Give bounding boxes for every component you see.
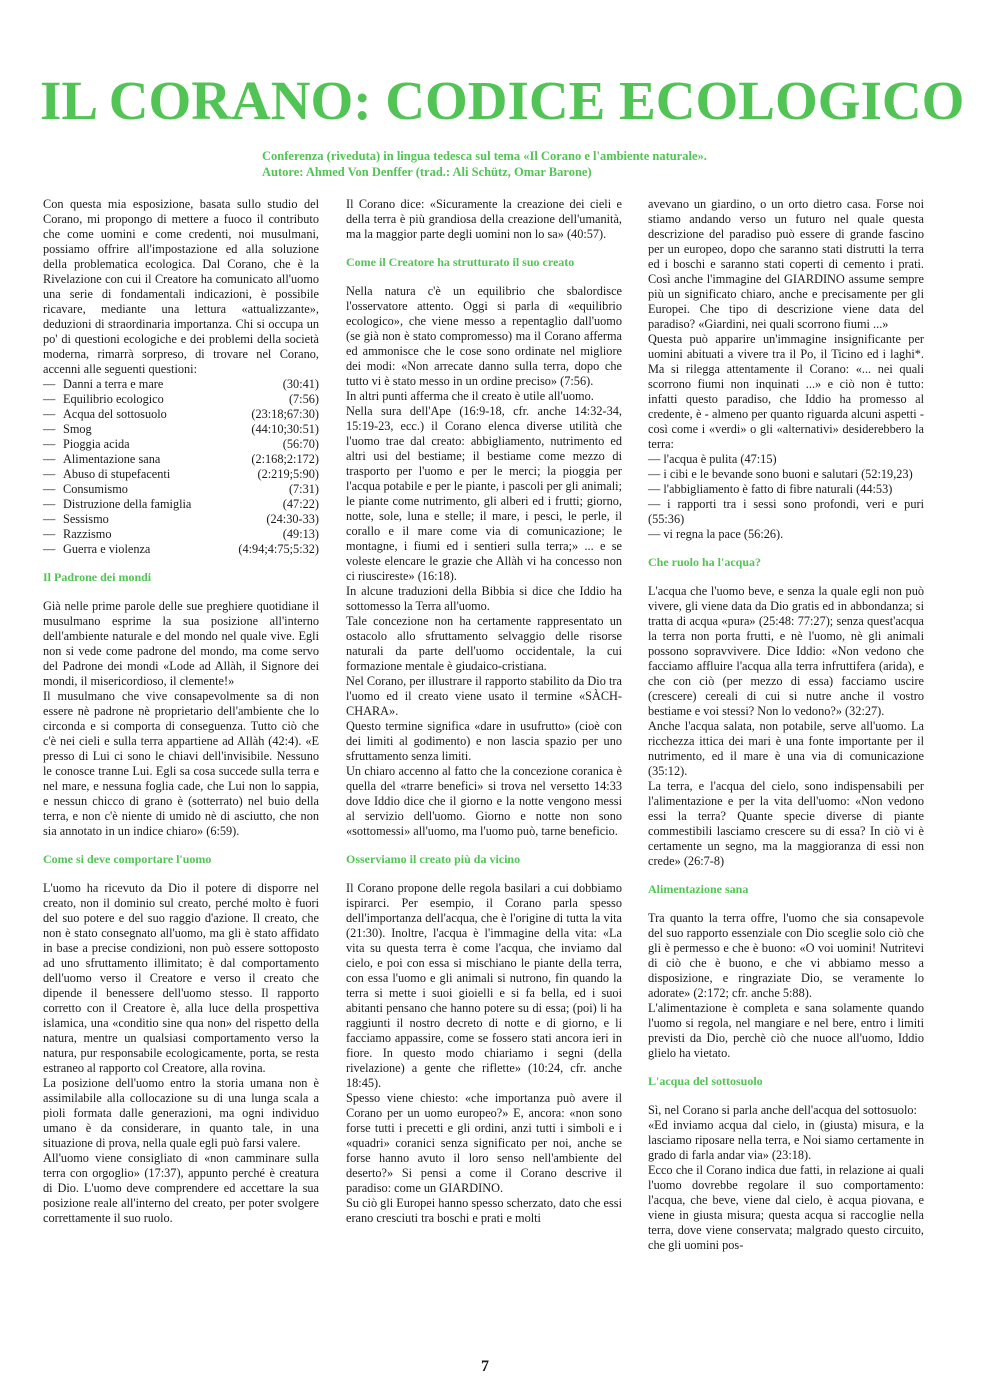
article-title: IL CORANO: CODICE ECOLOGICO xyxy=(40,70,965,131)
body-paragraph: L'acqua che l'uomo beve, e senza la quale egli non può vivere, gli viene data da Dio gratis ed in abbondanza; si tratta di acqua «pura» (25:48: 77:27); senza quest'acqua la terra non porta frutti, e nè l'uomo, nè gli animali possono sopravvivere. Dice Iddio: «Non vedono che facciamo affluire l'acqua alla terra infruttifera (arida), e che con ciò (per mezzo di essa) facciamo uscire (crescere) cereali di cui si nutre anche il vostro bestiame e voi stessi? Non lo vedono?» (32:27). xyxy=(648,584,924,718)
body-paragraph: Il Corano propone delle regola basilari a cui dobbiamo ispirarci. Per esempio, il Corano parla spesso dell'importanza dell'acqua, che è l'origine di tutta la vita (21:30). Inoltre, l'acqua è l'immagine della vita: «La vita su questa terra è come l'acqua, che inviamo dal cielo, e poi con essa si mischiano le piante della terra, con essa l'uomo e gli animali si nutrono, fin quando la terra si mette i suoi gioielli e si fa bella, ed i suoi abitanti pensano che hanno potere su di essa; (poi) li ha raggiunti il nostro decreto di notte e di giorno, e li facciamo appassire, come se fossero stati ancora ieri in fiore. In questo modo chiariamo i segni (della rivelazione) a gente che riflette» (10:24, cfr. anche 18:45). xyxy=(346,881,622,1090)
section-heading: Che ruolo ha l'acqua? xyxy=(648,555,762,569)
body-paragraph: L'alimentazione è completa e sana solamente quando l'uomo si regola, nel mangiare e nel bere, entro i limiti previsti da Dio, perchè ciò che nuoce all'uomo, Iddio glielo ha vietato. xyxy=(648,1001,924,1060)
column-2 xyxy=(346,197,622,1226)
body-paragraph: «Ed inviamo acqua dal cielo, in (giusta) misura, e la lasciamo riposare nella terra, e Noi siamo certamente in grado di farla andar via» (23:18). xyxy=(648,1118,924,1162)
body-paragraph: La posizione dell'uomo entro la storia umana non è assimilabile alla collocazione su di una lunga scala a pioli formata dalle generazioni, ma ogni individuo umano è da considerare, in quanto tale, in una situazione di prova, nella quale egli può farsi valere. xyxy=(43,1076,319,1150)
article-subtitle: Conferenza (riveduta) in lingua tedesca sul tema «Il Corano e l'ambiente naturale». Autore: Ahmed Von Denffer (trad.: Ali Schütz, Omar Barone) xyxy=(262,149,707,179)
list-item: — Smog (44:10;30:51) xyxy=(43,422,319,436)
section-heading: Come il Creatore ha strutturato il suo creato xyxy=(346,255,575,269)
body-paragraph: Il Corano dice: «Sicuramente la creazione dei cieli e della terra è più grandiosa della creazione dell'umanità, ma la maggior parte degli uomini non lo sa» (40:57). xyxy=(346,197,622,241)
list-item: — Sessismo (24:30-33) xyxy=(43,512,319,526)
body-paragraph: Già nelle prime parole delle sue preghiere quotidiane il musulmano esprime la sua posizione all'interno dell'ambiente naturale e del mondo nel quale vive. Egli non si vede come padrone del mondo, ma come servo del Padrone dei mondi «Lode ad Allàh, il Signore dei mondi, il misericordioso, il clemente!» xyxy=(43,599,319,688)
body-paragraph: Questa può apparire un'immagine insignificante per uomini abituati a vivere tra il Po, il Ticino ed i laghi*. Ma si rilegga attentamente il Corano: «... nei quali scorrono fiumi non inquinati ...» e ciò non è tutto: infatti questo paradiso, che Iddio ha promesso al credente, è - almeno per quanto riguarda alcuni aspetti - così come i «verdi» o gli «alternativi» desiderebbero la terra: xyxy=(648,332,924,451)
section-heading: Come si deve comportare l'uomo xyxy=(43,852,212,866)
body-paragraph: Anche l'acqua salata, non potabile, serve all'uomo. La ricchezza ittica dei mari è una fonte importante per il nutrimento, ed il mare è una via di comunicazione (35:12). xyxy=(648,719,924,778)
body-paragraph: Tale concezione non ha certamente rappresentato un ostacolo allo sfruttamento selvaggio delle risorse naturali da parte dell'uomo occidentale, la cui formazione mentale è giudaico-cristiana. xyxy=(346,614,622,673)
section-heading: Il Padrone dei mondi xyxy=(43,570,152,584)
body-paragraph: Il musulmano che vive consapevolmente sa di non essere nè padrone nè proprietario dell'ambiente che lo circonda e si comporta di conseguenza. Tutto ciò che c'è nei cieli e sulla terra appartiene ad Allàh (42:4). «E presso di Lui ci sono le chiavi dell'invisibile. Nessuno le conosce tranne Lui. Egli sa cosa succede sulla terra e nel mare, e nessuna foglia cade, che Lui non lo sappia, e nessun chicco di grano è (sotterrato) nel buio della terra, e non c'è niente di umido nè di asciutto, che non sia annotato in un indice chiaro» (6:59). xyxy=(43,689,319,838)
ecological-issues-list xyxy=(43,377,319,557)
body-paragraph: In altri punti afferma che il creato è utile all'uomo. xyxy=(346,389,594,403)
column-1 xyxy=(43,197,319,1226)
section-heading: Alimentazione sana xyxy=(648,882,749,896)
list-item: — i cibi e le bevande sono buoni e salutari (52:19,23) xyxy=(648,467,913,481)
body-paragraph: All'uomo viene consigliato di «non camminare sulla terra con orgoglio» (17:37), appunto perché è creatura di Dio. L'uomo deve comprendere ed accettare la sua posizione reale all'interno del creato, per poter svolgere correttamente il suo ruolo. xyxy=(43,1151,319,1225)
body-paragraph: Nel Corano, per illustrare il rapporto stabilito da Dio tra l'uomo ed il creato viene usato il termine «SÀCH-CHARA». xyxy=(346,674,622,718)
body-paragraph: La terra, e l'acqua del cielo, sono indispensabili per l'alimentazione e per la vita dell'uomo: «Non vedono essi la terra? Quante specie diverse di piante commestibili lasciamo crescere su di essa? In ciò vi è certamente un segno, ma la maggioranza di essi non crede» (26:7-8) xyxy=(648,779,924,868)
body-paragraph: Su ciò gli Europei hanno spesso scherzato, dato che essi erano cresciuti tra boschi e prati e molti xyxy=(346,1196,622,1225)
page-number: 7 xyxy=(481,1358,489,1375)
body-paragraph: Ecco che il Corano indica due fatti, in relazione ai quali l'uomo dovrebbe regolare il suo comportamento: l'acqua, che beve, viene dal cielo, è acqua piovana, e viene in giusta misura; questa acqua si raccoglie nella terra, dove viene conservata; malgrado questo circuito, che gli uomini pos- xyxy=(648,1163,924,1252)
list-item: — vi regna la pace (56:26). xyxy=(648,527,784,541)
list-item: — i rapporti tra i sessi sono profondi, veri e puri (55:36) xyxy=(648,497,924,526)
list-item: — Razzismo (49:13) xyxy=(43,527,319,541)
list-item: — Abuso di stupefacenti (2:219;5:90) xyxy=(43,467,319,481)
section-heading: L'acqua del sottosuolo xyxy=(648,1074,763,1088)
body-paragraph: avevano un giardino, o un orto dietro casa. Forse noi stiamo andando verso un futuro nel quale questa descrizione del paradiso può essere di grande fascino per un europeo, dopo che saranno stati distrutti la terra ed i boschi e saranno stati coperti di cemento i prati. Così anche l'immagine del GIARDINO assume sempre più un significato chiaro, anche e precisamente per gli Europei. Che tipo di descrizione viene data del paradiso? «Giardini, nei quali scorrono fiumi ...» xyxy=(648,197,924,331)
body-paragraph: Sì, nel Corano si parla anche dell'acqua del sottosuolo: xyxy=(648,1103,917,1117)
list-item: — Distruzione della famiglia (47:22) xyxy=(43,497,319,511)
list-item: — Consumismo (7:31) xyxy=(43,482,319,496)
body-paragraph: Un chiaro accenno al fatto che la concezione coranica è quella del «trarre benefici» si trova nel versetto 14:33 dove Iddio dice che il giorno e la notte vengono messi al servizio dell'uomo. Giorno e notte non sono «sottomessi» all'uomo, ma l'uomo può, tarne beneficio. xyxy=(346,764,622,838)
body-paragraph: L'uomo ha ricevuto da Dio il potere di disporre nel creato, non il dominio sul creato, perché molto è fuori del suo potere e del suo raggio d'azione. Il creato, che non è stato consegnato all'uomo, ma gli è stato affidato in base a precise condizioni, non può essere sottoposto ad uno sfruttamento illimitato; è dal comportamento dell'uomo verso il Creatore e verso il creato che dipende il benessere dell'uomo stesso. Il rapporto corretto con il Creatore è, alla luce della prospettiva islamica, una «conditio sine qua non» del rispetto della natura, mentre un qualsiasi comportamento verso la natura, pur responsabile ecologicamente, porta, se resta estraneo al rapporto col Creatore, alla rovina. xyxy=(43,881,319,1075)
list-item: — Acqua del sottosuolo (23:18;67:30) xyxy=(43,407,319,421)
list-item: — l'abbigliamento è fatto di fibre naturali (44:53) xyxy=(648,482,893,496)
list-item: — Alimentazione sana (2:168;2:172) xyxy=(43,452,319,466)
section-heading: Osserviamo il creato più da vicino xyxy=(346,852,521,866)
body-paragraph: Spesso viene chiesto: «che importanza può avere il Corano per un uomo europeo?» E, ancora: «non sono forse tutti i precetti e gli ordini, anzi tutti i simboli e i «quadri» coranici senza significato per noi, anche se forse hanno avuto il loro senso nell'ambiente del deserto?» Si pensi a come il Corano descrive il paradiso: come un GIARDINO. xyxy=(346,1091,622,1195)
list-item: — l'acqua è pulita (47:15) xyxy=(648,452,777,466)
list-item: — Guerra e violenza (4:94;4:75;5:32) xyxy=(43,542,319,556)
body-paragraph: Nella sura dell'Ape (16:9-18, cfr. anche 14:32-34, 15:19-23, ecc.) il Corano elenca diverse utilità che l'uomo trae dal creato: abbigliamento, nutrimento ed altri usi del bestiame; il bestiame come mezzo di trasporto per l'uomo e per le merci; la pioggia per l'acqua potabile e per le piante, i pascoli per gli animali; le piante come nutrimento, gli alberi ed i frutti; giorno, notte, sole, luna e stelle; il mare, i pesci, le perle, il corallo e il mare come via di comunicazione; le montagne, i fiumi ed i sentieri sulla terra;» ... e se voleste elencare le grazie che Allàh vi ha concesso non ci riuscireste» (16:18). xyxy=(346,404,622,583)
body-paragraph: Tra quanto la terra offre, l'uomo che sia consapevole del suo rapporto essenziale con Dio sceglie solo ciò che gli è permesso e che è buono: «O voi uomini! Nutritevi di ciò che è buono, e che vi abbiamo messo a disposizione, e ringraziate Dio, se veramente lo adorate» (2:172; cfr. anche 5:88). xyxy=(648,911,924,1000)
body-paragraph: Questo termine significa «dare in usufrutto» (cioè con dei limiti al godimento) e non lascia spazio per uno sfruttamento senza limiti. xyxy=(346,719,622,763)
intro-paragraph: Con questa mia esposizione, basata sullo studio del Corano, mi propongo di mettere a fuoco il contributo che come uomini e come credenti, noi musulmani, possiamo offrire all'impostazione ed alla soluzione della problematica ecologica. Dal Corano, che è la Rivelazione con cui il Creatore ha comunicato all'uomo una serie di fondamentali indicazioni, è possibile ricavare, mediante una lettura «attualizzante», deduzioni di straordinaria importanza. Chi si occupa un po' di questioni ecologiche e dei problemi della società moderna, rimarrà sorpreso, di trovare nel Corano, accenni alle seguenti questioni: xyxy=(43,197,319,376)
list-item: — Equilibrio ecologico (7:56) xyxy=(43,392,319,406)
list-item: — Pioggia acida (56:70) xyxy=(43,437,319,451)
list-item: — Danni a terra e mare (30:41) xyxy=(43,377,319,391)
column-3 xyxy=(648,197,924,1253)
body-paragraph: Nella natura c'è un equilibrio che sbalordisce l'osservatore attento. Oggi si parla di «equilibrio ecologico», che viene messo a repentaglio dall'uomo (se già non è stato compromesso) ma il Corano afferma ed ammonisce che le cose sono ordinate nel migliore dei modi: «Non arrecate danno sulla terra, dopo che tutto vi è stato messo in un ordine preciso» (7:56). xyxy=(346,284,622,388)
body-paragraph: In alcune traduzioni della Bibbia si dice che Iddio ha sottomesso la Terra all'uomo. xyxy=(346,584,622,613)
